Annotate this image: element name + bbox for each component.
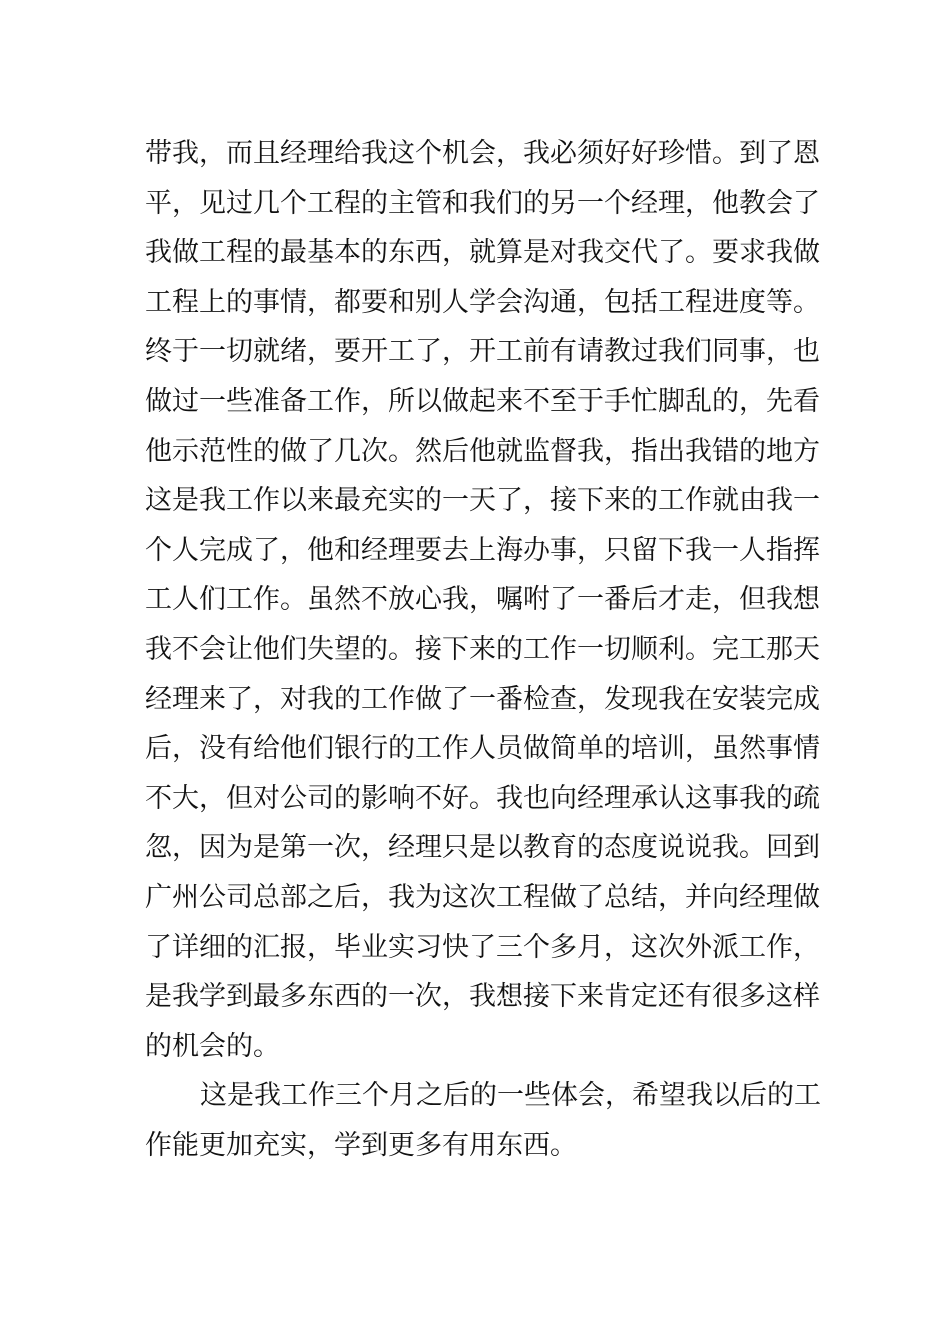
text-line: 我做工程的最基本的东西，就算是对我交代了。要求我做	[145, 237, 820, 269]
body-text	[145, 129, 821, 1170]
paragraph-closing	[145, 1071, 821, 1170]
text-line: 工程上的事情，都要和别人学会沟通，包括工程进度等。	[145, 286, 820, 318]
text-line: 后，没有给他们银行的工作人员做简单的培训，虽然事情	[145, 733, 820, 765]
text-line: 作能更加充实，学到更多有用东西。	[145, 1129, 577, 1161]
text-line: 经理来了，对我的工作做了一番检查，发现我在安装完成	[145, 683, 820, 715]
text-line: 广州公司总部之后，我为这次工程做了总结，并向经理做	[145, 881, 820, 913]
text-line: 的机会的。	[145, 1030, 280, 1062]
paragraph-main	[145, 129, 820, 1071]
text-line: 这是我工作以来最充实的一天了，接下来的工作就由我一	[145, 485, 820, 517]
text-line: 终于一切就绪，要开工了，开工前有请教过我们同事，也	[145, 336, 820, 368]
text-line: 是我学到最多东西的一次，我想接下来肯定还有很多这样	[145, 981, 820, 1013]
text-line: 带我，而且经理给我这个机会，我必须好好珍惜。到了恩	[145, 138, 820, 169]
text-line: 了详细的汇报，毕业实习快了三个多月，这次外派工作，	[145, 931, 820, 963]
text-line: 忽，因为是第一次，经理只是以教育的态度说说我。回到	[145, 832, 820, 864]
text-line: 我不会让他们失望的。接下来的工作一切顺利。完工那天	[145, 633, 820, 665]
text-line: 不大，但对公司的影响不好。我也向经理承认这事我的疏	[145, 782, 820, 814]
text-line: 他示范性的做了几次。然后他就监督我，指出我错的地方	[145, 435, 820, 467]
text-line: 个人完成了，他和经理要去上海办事，只留下我一人指挥	[145, 534, 820, 566]
text-line: 平，见过几个工程的主管和我们的另一个经理，他教会了	[145, 187, 820, 219]
text-line: 做过一些准备工作，所以做起来不至于手忙脚乱的，先看	[145, 385, 820, 417]
text-line: 工人们工作。虽然不放心我，嘱咐了一番后才走，但我想	[145, 584, 820, 616]
text-line: 这是我工作三个月之后的一些体会，希望我以后的工	[200, 1080, 821, 1112]
